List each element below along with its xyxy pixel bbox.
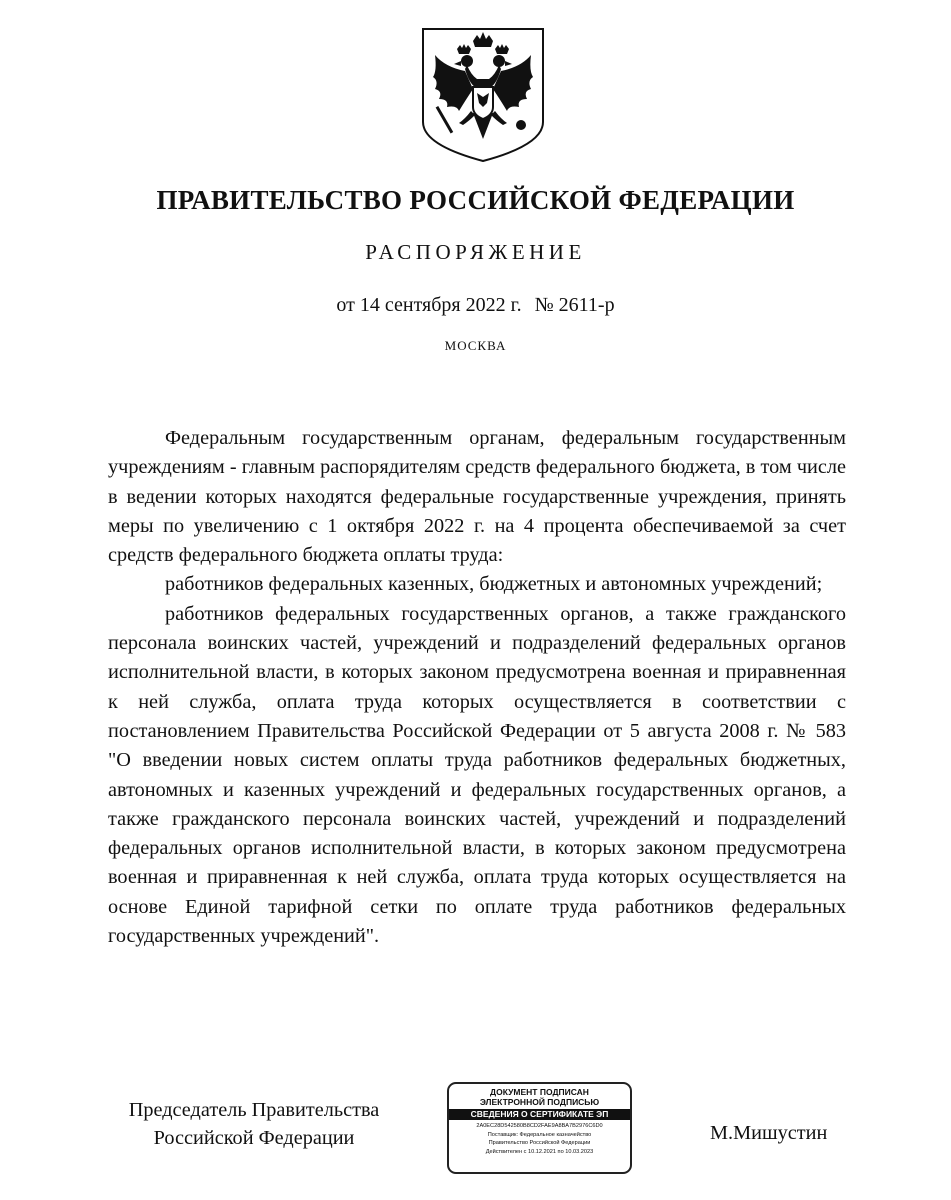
signatory-name: М.Мишустин <box>710 1122 828 1144</box>
paragraph: работников федеральных государственных органов, а также гражданского персонала воинских частей, учреждений и подразделений федеральных органов исполнительной власти, в которых законом предусмотрена военная и приравненная к ней служба, оплата труда которых осуществляется в соответствии с постановлением Правительства Российской Федерации от 5 августа 2008 г. № 583 "О введении новых систем оплаты труда работников федеральных бюджетных, автономных и казенных учреждений и федеральных государственных органов, а также гражданского персонала воинских частей, учреждений и подразделений федеральных органов исполнительной власти, в которых законом предусмотрена военная и приравненная к ней служба, оплата труда которых осуществляется на основе Единой тарифной сетки по оплате труда работников федеральных государственных учреждений". <box>108 602 846 948</box>
stamp-line: ДОКУМЕНТ ПОДПИСАН <box>490 1087 589 1097</box>
position-line: Российской Федерации <box>153 1127 355 1149</box>
document-date: от 14 сентября 2022 г. <box>336 294 522 316</box>
stamp-line: ЭЛЕКТРОННОЙ ПОДПИСЬЮ <box>479 1097 600 1107</box>
document-body <box>108 424 846 951</box>
paragraph: работников федеральных казенных, бюджетных и автономных учреждений; <box>165 573 823 596</box>
stamp-certificate-bar: СВЕДЕНИЯ О СЕРТИФИКАТЕ ЭП <box>449 1109 630 1120</box>
document-type: РАСПОРЯЖЕНИЕ <box>365 240 586 264</box>
stamp-issuer: Поставщик: Федеральное казначейство <box>487 1131 592 1138</box>
government-title: ПРАВИТЕЛЬСТВО РОССИЙСКОЙ ФЕДЕРАЦИИ <box>156 185 795 215</box>
document-number: № 2611-р <box>534 294 615 316</box>
stamp-owner: Правительство Российской Федерации <box>488 1140 591 1146</box>
stamp-validity: Действителен с 10.12.2021 по 10.03.2023 <box>485 1148 594 1155</box>
city-name: МОСКВА <box>444 338 507 353</box>
position-line: Председатель Правительства <box>128 1099 380 1121</box>
electronic-signature-stamp <box>447 1082 632 1174</box>
signatory-position <box>108 1096 400 1152</box>
stamp-serial: 2A0EC28D542580B8CD2FAE9A8BA7B2976C6D0 <box>476 1123 603 1129</box>
paragraph: Федеральным государственным органам, федеральным государственным учреждениям - главным распорядителям средств федерального бюджета, в том числе в ведении которых находятся федеральные государственные учреждения, принять меры по увеличению с 1 октября 2022 г. на 4 процента обеспечиваемой за счет средств федерального бюджета оплаты труда: <box>108 427 846 567</box>
date-number-line <box>0 294 951 317</box>
coat-of-arms-emblem <box>421 27 545 163</box>
